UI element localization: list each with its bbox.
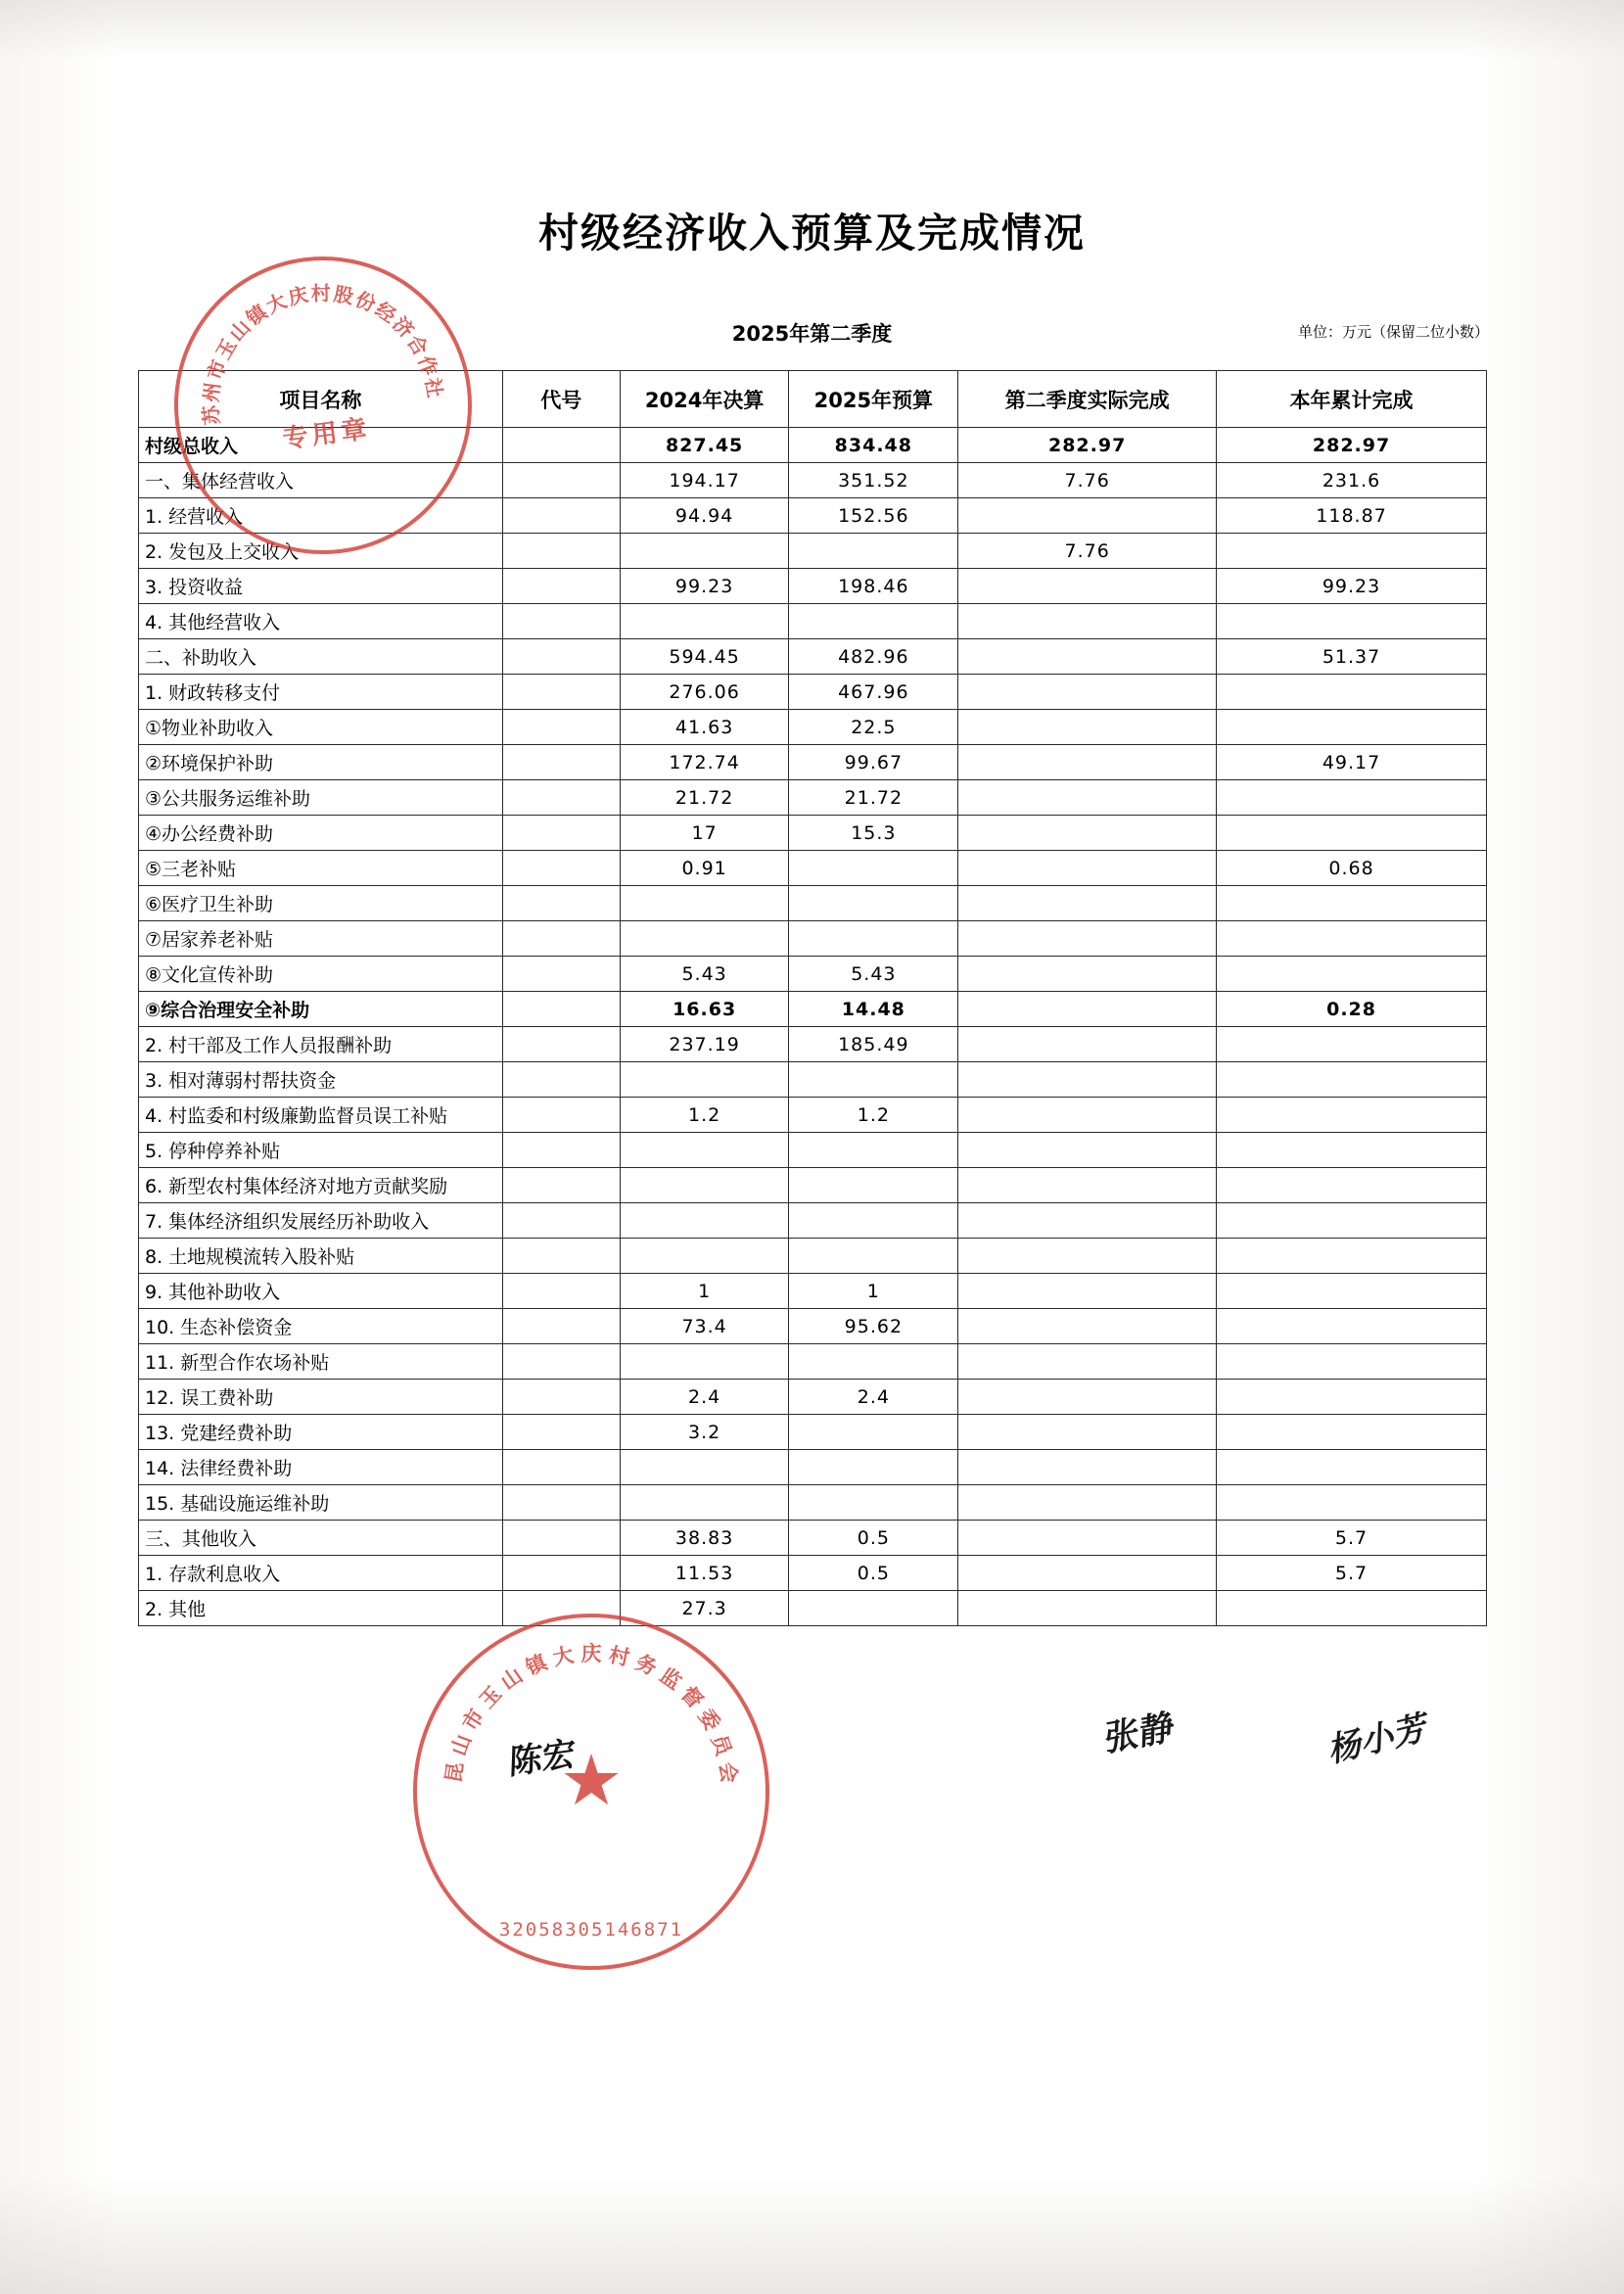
row-value-accumulated (1217, 675, 1487, 710)
row-code (502, 921, 620, 957)
col-header-accumulated: 本年累计完成 (1217, 371, 1487, 428)
unit-note: 单位：万元（保留二位小数） (1297, 323, 1489, 341)
table-row (139, 1521, 1487, 1556)
seal-char: 镇 (241, 300, 272, 331)
seal-char: 州 (199, 381, 225, 403)
row-label: ③公共服务运维补助 (139, 780, 503, 816)
row-value-q2: 282.97 (958, 428, 1217, 463)
row-value-q2: 7.76 (958, 463, 1217, 498)
row-value-q2 (958, 569, 1217, 604)
row-value-accumulated: 5.7 (1217, 1521, 1487, 1556)
budget-table (138, 370, 1487, 1626)
row-label: 3. 相对薄弱村帮扶资金 (139, 1062, 503, 1098)
row-value-2025: 1.2 (789, 1098, 958, 1133)
row-label: 村级总收入 (139, 428, 503, 463)
scan-shadow-top (0, 0, 1624, 59)
page-subtitle: 2025年第二季度 (731, 322, 893, 346)
row-label: ⑦居家养老补贴 (139, 921, 503, 957)
row-label: 3. 投资收益 (139, 569, 503, 604)
row-value-accumulated (1217, 1591, 1487, 1626)
row-code (502, 1027, 620, 1062)
row-value-2024: 27.3 (620, 1591, 789, 1626)
row-code (502, 604, 620, 639)
row-value-accumulated: 0.68 (1217, 851, 1487, 886)
row-value-2025 (789, 851, 958, 886)
table-row (139, 1203, 1487, 1239)
row-value-2025 (789, 1591, 958, 1626)
seal-char: 督 (675, 1681, 708, 1713)
row-label: ②环境保护补助 (139, 745, 503, 780)
row-value-q2 (958, 1027, 1217, 1062)
row-value-accumulated: 231.6 (1217, 463, 1487, 498)
seal-top-center-text: 专用章 (281, 414, 373, 455)
table-row (139, 1062, 1487, 1098)
row-value-2024: 1 (620, 1274, 789, 1309)
row-value-accumulated (1217, 1239, 1487, 1274)
row-value-q2 (958, 886, 1217, 921)
row-label: ⑤三老补贴 (139, 851, 503, 886)
seal-char: 济 (388, 311, 419, 343)
table-row (139, 1485, 1487, 1521)
row-code (502, 710, 620, 745)
row-value-q2 (958, 992, 1217, 1027)
row-value-2024 (620, 886, 789, 921)
row-value-q2 (958, 957, 1217, 992)
row-label: 6. 新型农村集体经济对地方贡献奖励 (139, 1168, 503, 1203)
row-value-q2 (958, 1168, 1217, 1203)
table-body (139, 428, 1487, 1626)
seal-char: 大 (550, 1643, 577, 1670)
row-code (502, 851, 620, 886)
seal-char: 监 (655, 1662, 686, 1695)
seal-char: 村 (606, 1643, 632, 1670)
row-value-2025: 198.46 (789, 569, 958, 604)
row-value-2025 (789, 1203, 958, 1239)
row-label: 2. 村干部及工作人员报酬补助 (139, 1027, 503, 1062)
row-code (502, 1380, 620, 1415)
row-value-accumulated (1217, 604, 1487, 639)
seal-char: 玉 (475, 1681, 507, 1713)
seal-char: 玉 (210, 334, 242, 364)
row-label: 4. 其他经营收入 (139, 604, 503, 639)
row-value-2024: 5.43 (620, 957, 789, 992)
row-value-2025 (789, 1415, 958, 1450)
seal-char: 务 (631, 1650, 661, 1680)
row-value-accumulated (1217, 1062, 1487, 1098)
scan-shadow-bottom (0, 2177, 1624, 2294)
row-value-2024 (620, 604, 789, 639)
col-header-code: 代号 (502, 371, 620, 428)
seal-char: 股 (332, 281, 356, 309)
row-label: 11. 新型合作农场补贴 (139, 1344, 503, 1380)
row-value-q2 (958, 1591, 1217, 1626)
row-value-2024: 73.4 (620, 1309, 789, 1344)
row-value-q2 (958, 639, 1217, 675)
row-label: 12. 误工费补助 (139, 1380, 503, 1415)
row-value-q2 (958, 1450, 1217, 1485)
seal-char: 作 (413, 351, 442, 380)
col-header-2024: 2024年决算 (620, 371, 789, 428)
row-value-q2 (958, 851, 1217, 886)
row-value-2025: 15.3 (789, 816, 958, 851)
row-value-2024: 194.17 (620, 463, 789, 498)
row-value-2024: 2.4 (620, 1380, 789, 1415)
row-value-accumulated: 49.17 (1217, 745, 1487, 780)
table-row (139, 675, 1487, 710)
row-value-q2 (958, 1062, 1217, 1098)
row-value-2024: 21.72 (620, 780, 789, 816)
row-value-2025: 14.48 (789, 992, 958, 1027)
row-value-2024: 594.45 (620, 639, 789, 675)
table-row (139, 1344, 1487, 1380)
row-code (502, 1591, 620, 1626)
row-code (502, 534, 620, 569)
row-value-2024: 276.06 (620, 675, 789, 710)
row-label: 1. 财政转移支付 (139, 675, 503, 710)
row-label: 2. 发包及上交收入 (139, 534, 503, 569)
row-value-2025: 22.5 (789, 710, 958, 745)
row-value-q2 (958, 1133, 1217, 1168)
table-row (139, 1450, 1487, 1485)
row-code (502, 1133, 620, 1168)
seal-bottom-code: 32058305146871 (498, 1919, 684, 1941)
row-value-q2 (958, 780, 1217, 816)
table-row (139, 1168, 1487, 1203)
table-row (139, 1591, 1487, 1626)
row-code (502, 1274, 620, 1309)
row-value-accumulated (1217, 1203, 1487, 1239)
row-value-2024: 1.2 (620, 1098, 789, 1133)
row-value-accumulated (1217, 921, 1487, 957)
seal-char: 庆 (580, 1642, 602, 1665)
row-value-2024 (620, 1203, 789, 1239)
seal-char: 会 (715, 1760, 741, 1785)
row-code (502, 428, 620, 463)
row-code (502, 675, 620, 710)
row-value-2024 (620, 921, 789, 957)
row-value-q2 (958, 1203, 1217, 1239)
row-label: 8. 土地规模流转入股补贴 (139, 1239, 503, 1274)
row-value-2024: 0.91 (620, 851, 789, 886)
col-header-name: 项目名称 (139, 371, 503, 428)
seal-char: 苏 (199, 403, 224, 426)
row-value-2025: 21.72 (789, 780, 958, 816)
row-value-2024: 827.45 (620, 428, 789, 463)
row-code (502, 1521, 620, 1556)
row-value-2025: 152.56 (789, 498, 958, 534)
row-value-2025 (789, 921, 958, 957)
row-label: 5. 停种停养补贴 (139, 1133, 503, 1168)
row-value-2024 (620, 1168, 789, 1203)
row-code (502, 639, 620, 675)
row-code (502, 816, 620, 851)
seal-char: 市 (202, 356, 231, 384)
seal-bottom-arc-text (417, 1617, 766, 1966)
seal-char: 庆 (286, 282, 310, 310)
col-header-2025: 2025年预算 (789, 371, 958, 428)
row-code (502, 992, 620, 1027)
row-value-2025: 99.67 (789, 745, 958, 780)
row-value-accumulated (1217, 1309, 1487, 1344)
row-label: 二、补助收入 (139, 639, 503, 675)
row-value-2025: 0.5 (789, 1521, 958, 1556)
row-value-2024 (620, 1239, 789, 1274)
row-value-2024 (620, 534, 789, 569)
row-code (502, 1098, 620, 1133)
row-value-2024 (620, 1344, 789, 1380)
signature-approver: 杨小芳 (1329, 1707, 1429, 1772)
row-value-2024: 99.23 (620, 569, 789, 604)
table-row (139, 921, 1487, 957)
row-code (502, 1415, 620, 1450)
row-value-accumulated (1217, 1133, 1487, 1168)
table-row (139, 1415, 1487, 1450)
row-value-2024: 17 (620, 816, 789, 851)
row-value-2025: 834.48 (789, 428, 958, 463)
seal-char: 市 (457, 1705, 489, 1735)
row-label: 1. 存款利息收入 (139, 1556, 503, 1591)
row-value-accumulated (1217, 1344, 1487, 1380)
row-value-accumulated (1217, 1415, 1487, 1450)
page-title: 村级经济收入预算及完成情况 (538, 210, 1086, 257)
row-code (502, 745, 620, 780)
row-code (502, 1344, 620, 1380)
row-value-2024: 237.19 (620, 1027, 789, 1062)
table-row (139, 710, 1487, 745)
table-row (139, 498, 1487, 534)
row-value-2025 (789, 1168, 958, 1203)
row-value-q2 (958, 1380, 1217, 1415)
table-row (139, 534, 1487, 569)
official-seal-bottom (413, 1614, 769, 1970)
row-value-2025 (789, 534, 958, 569)
col-header-q2: 第二季度实际完成 (958, 371, 1217, 428)
table-row (139, 463, 1487, 498)
seal-char: 村 (310, 281, 331, 305)
row-value-2025: 351.52 (789, 463, 958, 498)
row-value-q2 (958, 1098, 1217, 1133)
row-value-2025 (789, 1133, 958, 1168)
row-value-accumulated (1217, 1380, 1487, 1415)
row-code (502, 569, 620, 604)
table-row (139, 745, 1487, 780)
row-value-2025: 95.62 (789, 1309, 958, 1344)
seal-char: 山 (496, 1662, 528, 1695)
row-value-accumulated (1217, 957, 1487, 992)
row-value-q2 (958, 1556, 1217, 1591)
row-value-accumulated: 282.97 (1217, 428, 1487, 463)
row-value-q2 (958, 498, 1217, 534)
row-value-2025 (789, 1450, 958, 1485)
seal-char: 山 (224, 315, 255, 346)
row-value-accumulated (1217, 780, 1487, 816)
row-value-accumulated: 5.7 (1217, 1556, 1487, 1591)
row-label: 2. 其他 (139, 1591, 503, 1626)
row-value-2025 (789, 886, 958, 921)
seal-char: 大 (262, 288, 291, 318)
row-value-2025 (789, 1062, 958, 1098)
row-value-accumulated (1217, 1485, 1487, 1521)
table-row (139, 992, 1487, 1027)
row-value-2024: 38.83 (620, 1521, 789, 1556)
row-value-accumulated: 118.87 (1217, 498, 1487, 534)
row-value-2024: 11.53 (620, 1556, 789, 1591)
row-label: ①物业补助收入 (139, 710, 503, 745)
row-value-2025 (789, 1344, 958, 1380)
row-code (502, 1239, 620, 1274)
row-value-accumulated (1217, 1450, 1487, 1485)
row-value-q2 (958, 921, 1217, 957)
row-value-accumulated (1217, 534, 1487, 569)
seal-char: 镇 (522, 1650, 551, 1680)
table-row (139, 1309, 1487, 1344)
star-icon: ★ (559, 1742, 624, 1821)
row-label: ④办公经费补助 (139, 816, 503, 851)
row-value-accumulated: 0.28 (1217, 992, 1487, 1027)
row-label: 15. 基础设施运维补助 (139, 1485, 503, 1521)
row-value-q2 (958, 1274, 1217, 1309)
row-value-2025: 482.96 (789, 639, 958, 675)
row-value-accumulated (1217, 886, 1487, 921)
row-value-2024: 94.94 (620, 498, 789, 534)
row-value-2025: 1 (789, 1274, 958, 1309)
row-value-2025 (789, 604, 958, 639)
seal-char: 份 (351, 287, 380, 316)
table-row (139, 1027, 1487, 1062)
row-value-q2 (958, 710, 1217, 745)
row-value-accumulated (1217, 1098, 1487, 1133)
row-code (502, 1450, 620, 1485)
row-code (502, 886, 620, 921)
table-row (139, 428, 1487, 463)
row-value-q2 (958, 816, 1217, 851)
row-value-2025: 467.96 (789, 675, 958, 710)
row-value-accumulated (1217, 1168, 1487, 1203)
row-label: ⑥医疗卫生补助 (139, 886, 503, 921)
row-value-2024 (620, 1485, 789, 1521)
table-row (139, 1098, 1487, 1133)
row-code (502, 957, 620, 992)
row-label: 1. 经营收入 (139, 498, 503, 534)
row-value-q2 (958, 1239, 1217, 1274)
row-label: 9. 其他补助收入 (139, 1274, 503, 1309)
row-value-2024 (620, 1450, 789, 1485)
row-label: 4. 村监委和村级廉勤监督员误工补贴 (139, 1098, 503, 1133)
signature-reviewer: 张静 (1103, 1706, 1176, 1760)
table-row (139, 604, 1487, 639)
row-value-accumulated (1217, 816, 1487, 851)
row-code (502, 498, 620, 534)
table-row (139, 780, 1487, 816)
signature-preparer: 陈宏 (508, 1734, 577, 1784)
table-header-row (139, 371, 1487, 428)
row-value-q2 (958, 1415, 1217, 1450)
row-value-accumulated (1217, 1027, 1487, 1062)
row-value-2024: 172.74 (620, 745, 789, 780)
seal-char: 昆 (441, 1760, 468, 1785)
table-row (139, 1380, 1487, 1415)
row-label: ⑧文化宣传补助 (139, 957, 503, 992)
row-value-2025 (789, 1485, 958, 1521)
table-row (139, 886, 1487, 921)
row-code (502, 1203, 620, 1239)
row-value-q2 (958, 1309, 1217, 1344)
row-value-2024 (620, 1062, 789, 1098)
row-code (502, 1485, 620, 1521)
seal-char: 经 (371, 297, 401, 328)
table-row (139, 1274, 1487, 1309)
row-value-2025: 185.49 (789, 1027, 958, 1062)
row-value-q2 (958, 745, 1217, 780)
row-value-2024 (620, 1133, 789, 1168)
row-value-q2 (958, 675, 1217, 710)
row-label: 三、其他收入 (139, 1521, 503, 1556)
row-label: 13. 党建经费补助 (139, 1415, 503, 1450)
row-code (502, 1168, 620, 1203)
row-label: 10. 生态补偿资金 (139, 1309, 503, 1344)
row-label: ⑨综合治理安全补助 (139, 992, 503, 1027)
row-code (502, 1556, 620, 1591)
row-code (502, 463, 620, 498)
table-row (139, 569, 1487, 604)
row-value-2025: 0.5 (789, 1556, 958, 1591)
row-label: 7. 集体经济组织发展经历补助收入 (139, 1203, 503, 1239)
table-row (139, 1133, 1487, 1168)
row-value-q2 (958, 1344, 1217, 1380)
row-value-2024: 3.2 (620, 1415, 789, 1450)
row-value-accumulated: 51.37 (1217, 639, 1487, 675)
row-label: 14. 法律经费补助 (139, 1450, 503, 1485)
seal-char: 社 (420, 376, 447, 399)
row-value-q2 (958, 1521, 1217, 1556)
row-value-2024: 16.63 (620, 992, 789, 1027)
seal-char: 山 (446, 1731, 477, 1759)
row-value-q2 (958, 1485, 1217, 1521)
table-row (139, 639, 1487, 675)
row-value-2025: 2.4 (789, 1380, 958, 1415)
row-value-accumulated: 99.23 (1217, 569, 1487, 604)
row-code (502, 1062, 620, 1098)
table-row (139, 1556, 1487, 1591)
row-value-q2 (958, 604, 1217, 639)
row-value-2024: 41.63 (620, 710, 789, 745)
row-value-q2: 7.76 (958, 534, 1217, 569)
row-value-accumulated (1217, 1274, 1487, 1309)
row-value-accumulated (1217, 710, 1487, 745)
table-row (139, 816, 1487, 851)
row-code (502, 1309, 620, 1344)
table-row (139, 957, 1487, 992)
row-label: 一、集体经营收入 (139, 463, 503, 498)
row-code (502, 780, 620, 816)
seal-char: 员 (706, 1731, 736, 1759)
table-row (139, 1239, 1487, 1274)
seal-char: 合 (402, 330, 434, 360)
table-row (139, 851, 1487, 886)
seal-char: 委 (693, 1705, 725, 1735)
row-value-2025: 5.43 (789, 957, 958, 992)
row-value-2025 (789, 1239, 958, 1274)
